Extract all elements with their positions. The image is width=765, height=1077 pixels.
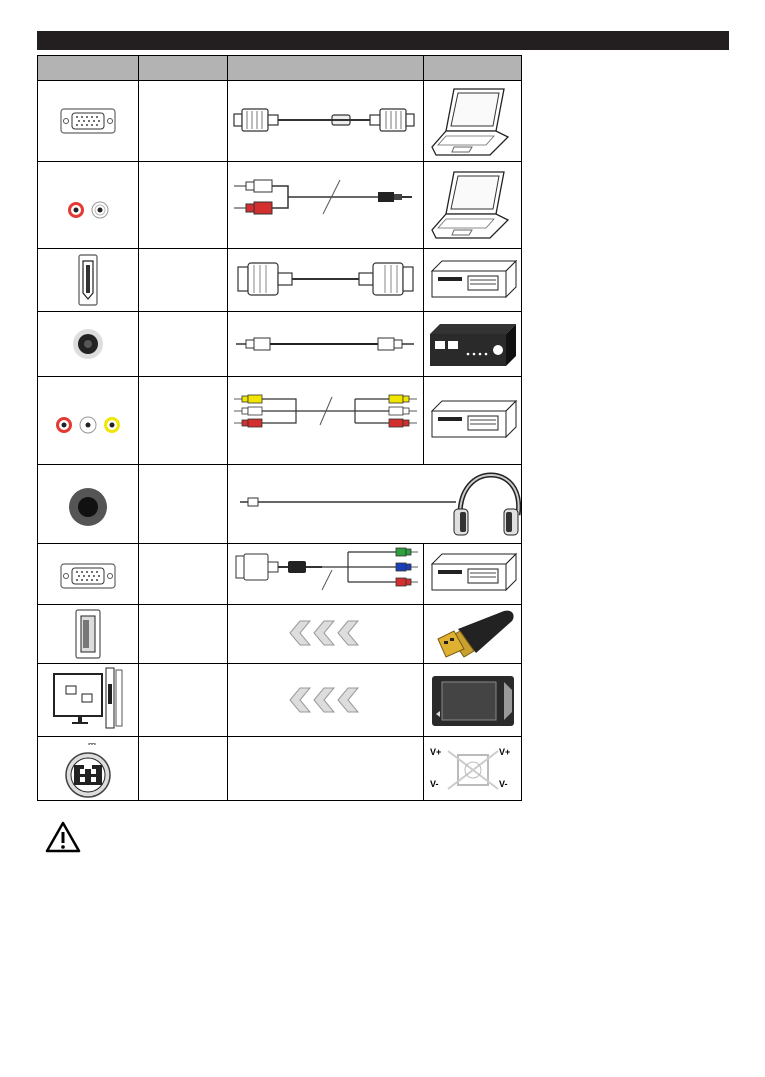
media-player-icon (424, 249, 521, 311)
port-cell (37, 311, 139, 377)
media-player-icon (424, 544, 521, 604)
cable-cell (227, 543, 424, 605)
port-cell (37, 376, 139, 465)
cable-cell (227, 604, 424, 664)
hdmi-cable-icon (228, 249, 423, 311)
hdmi-port-icon (38, 249, 138, 311)
spdif-coax-port-icon (38, 312, 138, 376)
vga-port-icon (38, 81, 138, 161)
av-rca-port-icon (38, 377, 138, 464)
connection-table (37, 55, 522, 801)
type-cell (138, 663, 228, 737)
device-cell (423, 80, 522, 162)
media-player-icon (424, 377, 521, 464)
cable-cell (227, 663, 424, 737)
cable-cell (227, 311, 424, 377)
type-cell (138, 464, 228, 544)
port-cell (37, 248, 139, 312)
headphones-icon (228, 465, 521, 543)
type-cell (138, 311, 228, 377)
type-cell (138, 248, 228, 312)
port-cell (37, 543, 139, 605)
vga-port-icon (38, 544, 138, 604)
vga-cable-icon (228, 81, 423, 161)
usb-stick-icon (424, 605, 521, 663)
ci-slot-icon (38, 664, 138, 736)
port-cell (37, 736, 139, 801)
insert-arrows-icon (228, 605, 423, 663)
laptop-icon (424, 81, 521, 161)
laptop-icon (424, 162, 521, 248)
vesa-label-bottom-right: V- (499, 779, 508, 789)
device-cell (423, 248, 522, 312)
device-cell (423, 161, 522, 249)
device-cell (423, 311, 522, 377)
cable-cell (227, 80, 424, 162)
table-header-device (423, 55, 522, 81)
coax-cable-icon (228, 312, 423, 376)
vesa-label-top-left: V+ (430, 747, 442, 757)
rca-to-jack-cable-icon (228, 162, 423, 248)
type-cell (138, 736, 228, 801)
port-cell (37, 464, 139, 544)
cable-cell (227, 736, 424, 801)
av-rca-cable-icon (228, 377, 423, 464)
device-cell (423, 376, 522, 465)
type-cell (138, 80, 228, 162)
warning-triangle-icon (44, 820, 82, 854)
port-cell (37, 604, 139, 664)
port-cell (37, 663, 139, 737)
rca-audio-port-icon (38, 162, 138, 248)
cable-device-cell (227, 464, 522, 544)
vesa-label-top-right: V+ (499, 747, 511, 757)
insert-arrows-icon (228, 664, 423, 736)
device-cell (423, 663, 522, 737)
cable-cell (227, 376, 424, 465)
cable-cell (227, 248, 424, 312)
device-cell (423, 604, 522, 664)
cable-cell (227, 161, 424, 249)
type-cell (138, 604, 228, 664)
table-header-type (138, 55, 228, 81)
vga-to-component-cable-icon (228, 544, 423, 604)
ci-module-icon (424, 664, 521, 736)
port-cell (37, 161, 139, 249)
type-cell (138, 161, 228, 249)
dc-port-label: ⎓ (88, 739, 96, 750)
type-cell (138, 376, 228, 465)
vesa-label-bottom-left: V- (430, 779, 439, 789)
header-bar (37, 31, 729, 50)
headphone-jack-icon (38, 465, 138, 543)
table-header-cables (227, 55, 424, 81)
type-cell (138, 543, 228, 605)
amplifier-icon (424, 312, 521, 376)
device-cell (423, 736, 522, 801)
usb-port-icon (38, 605, 138, 663)
port-cell (37, 80, 139, 162)
table-header-connector (37, 55, 139, 81)
device-cell (423, 543, 522, 605)
